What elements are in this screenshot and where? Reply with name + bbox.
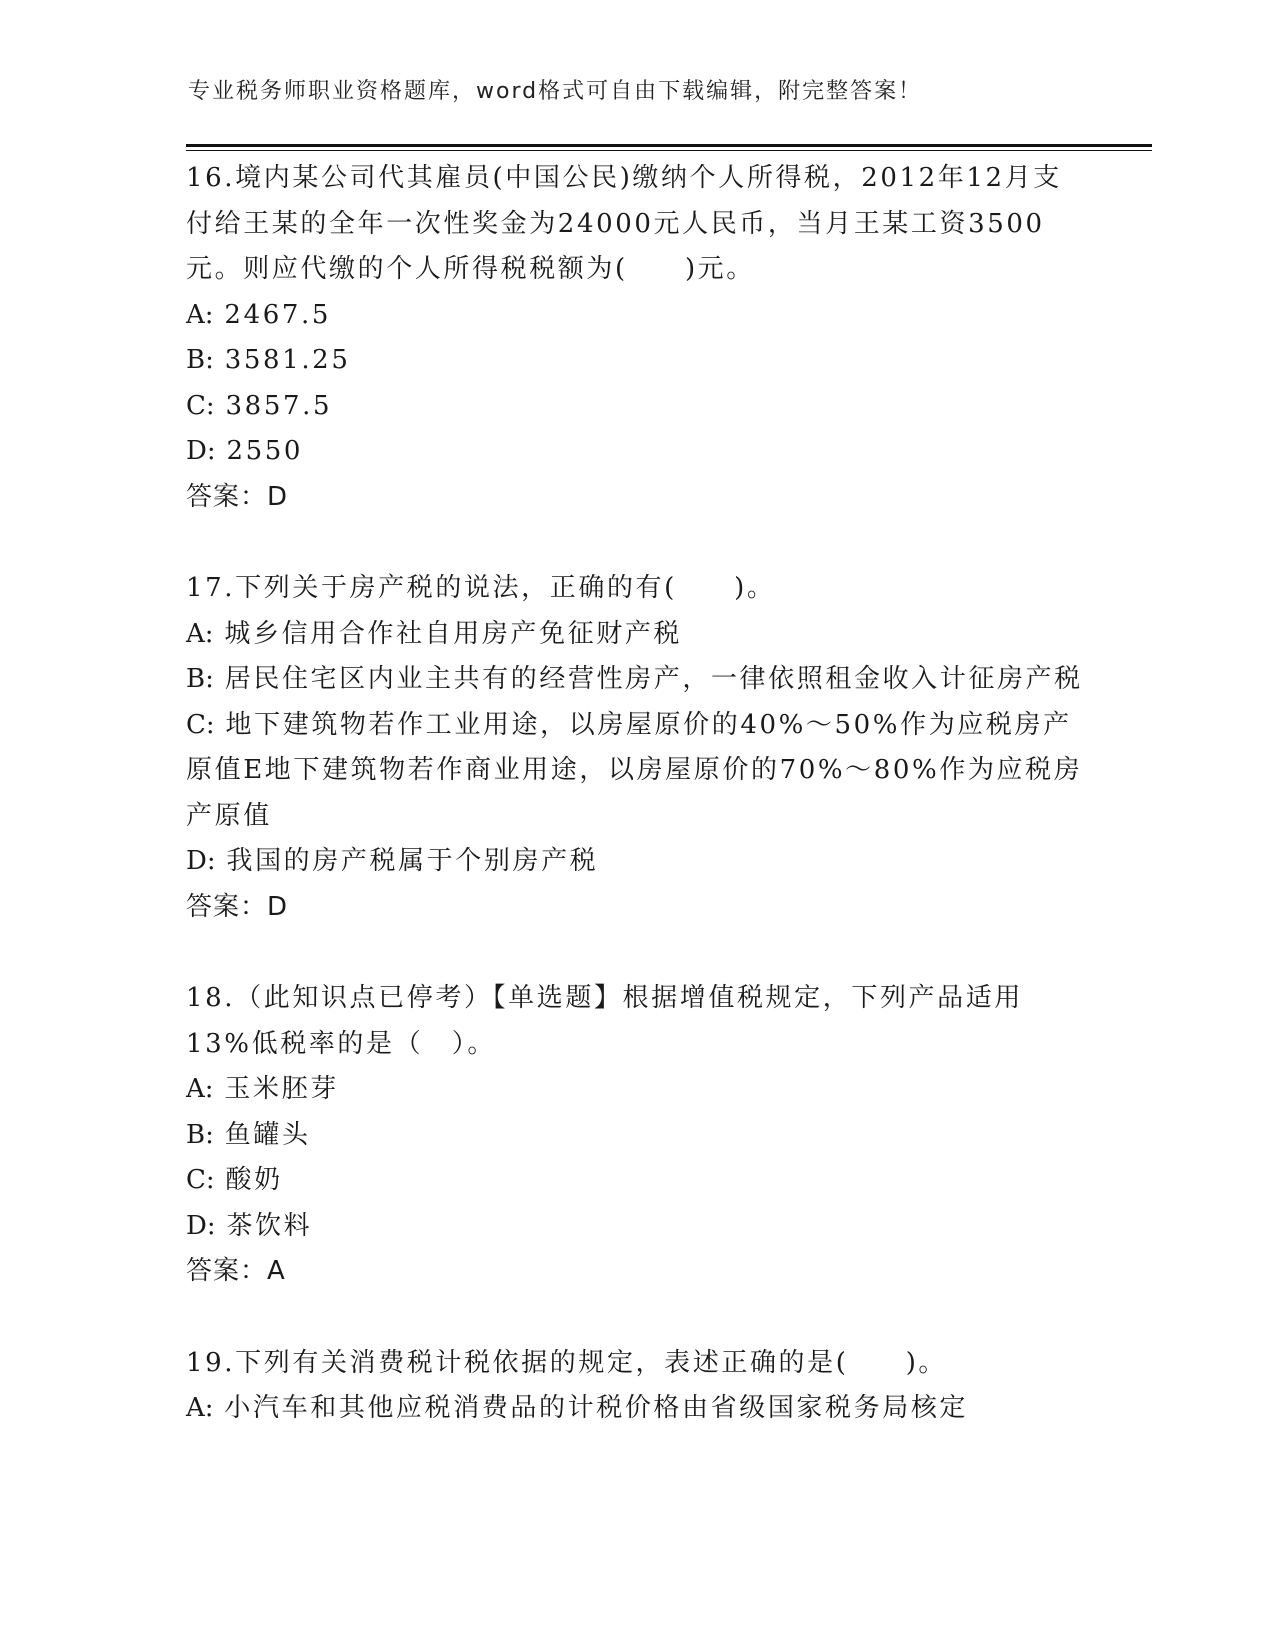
question-19 <box>186 1341 1086 1432</box>
option-b: B: 居民住宅区内业主共有的经营性房产，一律依照租金收入计征房产税 <box>186 664 1083 694</box>
question-stem: 18.（此知识点已停考）【单选题】根据增值税规定，下列产品适用13%低税率的是（ ）。 <box>186 983 1023 1059</box>
question-18 <box>186 976 1086 1295</box>
answer-line: 答案：D <box>186 481 289 512</box>
question-stem: 17.下列关于房产税的说法，正确的有( )。 <box>186 573 776 603</box>
option-d: D: 我国的房产税属于个别房产税 <box>186 846 599 876</box>
option-d: D: 茶饮料 <box>186 1210 313 1241</box>
question-stem: 19.下列有关消费税计税依据的规定，表述正确的是( )。 <box>186 1347 948 1378</box>
option-a: A: 城乡信用合作社自用房产免征财产税 <box>186 618 683 649</box>
page-header: 专业税务师职业资格题库，word格式可自由下载编辑，附完整答案！ <box>188 79 923 104</box>
option-b: B: 鱼罐头 <box>186 1119 311 1150</box>
header-rule-thin <box>186 150 1152 151</box>
question-16 <box>186 156 1086 520</box>
question-list <box>186 156 1086 1432</box>
question-17 <box>186 566 1086 930</box>
option-a: A: 玉米胚芽 <box>186 1074 339 1104</box>
header-rule-thick <box>186 144 1152 147</box>
option-c: C: 地下建筑物若作工业用途，以房屋原价的40%～50%作为应税房产原值E地下建筑物若作商业用途，以房屋原价的70%～80%作为应税房产原值 <box>186 709 1083 831</box>
option-d: D: 2550 <box>186 436 304 466</box>
option-a: A: 小汽车和其他应税消费品的计税价格由省级国家税务局核定 <box>186 1393 969 1423</box>
answer-line: 答案：D <box>186 891 289 922</box>
option-c: C: 3857.5 <box>186 390 333 421</box>
option-b: B: 3581.25 <box>186 345 351 375</box>
answer-line: 答案：A <box>186 1256 286 1286</box>
option-c: C: 酸奶 <box>186 1165 283 1195</box>
question-stem: 16.境内某公司代其雇员(中国公民)缴纳个人所得税，2012年12月支付给王某的全年一次性奖金为24000元人民币，当月王某工资3500元。则应代缴的个人所得税税额为( )元。 <box>186 163 1062 284</box>
option-a: A: 2467.5 <box>186 299 331 330</box>
